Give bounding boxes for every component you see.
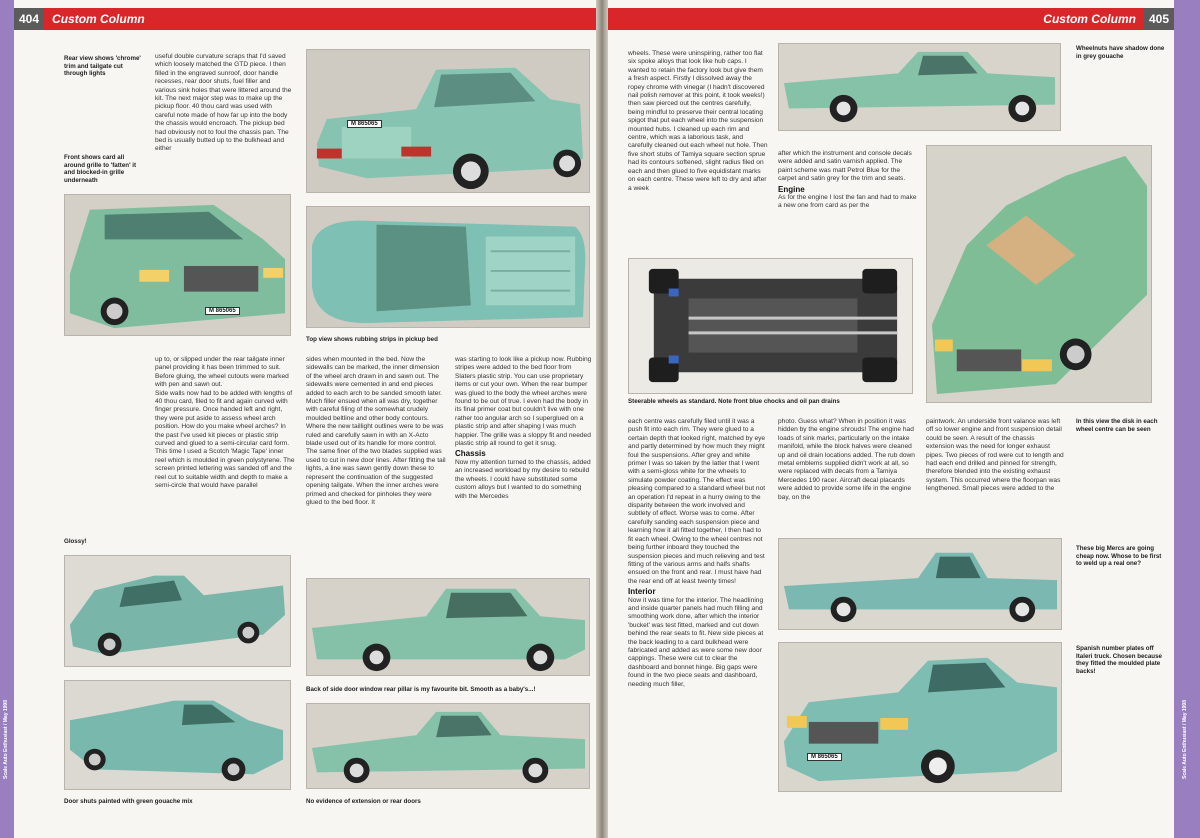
right-body-col3: paintwork. An underside front valance was left off so lower engine and front suspension detail could be seen. A result of the chassis extension was the need for longer exhaust pipes. Two pieces of rod were cut to length and had each end drilled and pinned for strength, therefore blended into the existing exhaust system. This occurred where the floorpan was lengthened. Small pieces were added to the [926,418,1064,493]
photo-front-view [64,194,291,336]
right-body-col2: photo. Guess what? When in position it was hidden by the engine shrouds! The engine had loads of sink marks, particularly on the intake manifold, while the block halves were cleaned up and oil drain locations added. The rub down metal emblems supplied didn't work at all, so were replaced with decals from a Tamiya Mercedes 190 racer. Aircraft decal placards were added to provide some life in the engine bay, on the [778,418,915,501]
left-edge-strip [0,0,14,838]
right-body-top2-b: As for the engine I lost the fan and had to make a new one from card as per the [778,194,917,210]
right-body-top: wheels. These were uninspiring, rather too flat six spoke alloys that look like hub caps. I wanted to retain the factory look but give them a fresh aspect. Firstly I dissolved away the ropey chrome with vinegar (I hadn't discovered nail polish remover at this point, it took weeks!) then saw pierced out the centres carefully, being mindful to preserve their central locating spigot that put each wheel into the suspension mounted hubs. I cleaned up each rim and centre, which was a laborious task, and carefully cleaned out each wheel nut hole. Then five short stubs of Tamiya square section sprue had its contours softened, slight radius filed on each and then glued to five equidistant marks on each centre. These were left to dry and after a week [628,50,768,192]
caption-top-view: Top view shows rubbing strips in pickup bed [306,336,438,343]
photo-rear-view [306,49,590,193]
left-page-number: 404 [14,8,44,30]
photo-glossy [64,555,291,667]
photo-big-mercs [778,538,1062,630]
left-body-col1: up to, or slipped under the rear tailgate inner panel providing it has been trimmed to suit. Before gluing, the wheel cutouts were marked with pen and sawn out. Side walls now had to be added with lengths of 40 thou card, filed to fit and again curved with finger pressure. Once handed left and right, they were put aside to assess wheel arch position. How do you make wheel arches? In the past I've used kit pieces or plastic strip curved and glued to a semi-circular card form. This time I used a Scotch 'Magic Tape' inner reel which is moulded in green polystyrene. The screen printed lettering was sanded off and the reel cut to suitable width and depth to make a semi-circle that would have parallel [155,356,295,490]
left-header [14,8,596,30]
right-body-col1 [628,418,768,804]
photo-no-evidence [306,703,590,789]
right-body-top2 [778,150,918,210]
right-body-col1-a: each centre was carefully filed until it was a push fit into each rim. They were glued to a certain depth that looked right, matched by eye and partly determined by how much they might foul the suspensions. After grey and white primer I was so taken by the latter that I went with a semi-gloss white for the wheels to simulate powder coating. The effect was pleasing compared to a standard wheel but not an operation I'd repeat in a hurry owing to the disparity between the work involved and subtlety of effect. Worse was to come. After carefully sanding each suspension piece and learning how it all fitted together, I then had to fit each wheel. Owing to the wheel centres not being further inboard they touched the suspension pieces and much relieving and test fitting of the various arms and halfs shafts ensued on the front and rear. I must have had the rear end off at least twenty times! [628,418,766,585]
engine-heading: Engine [778,184,805,194]
right-header [608,8,1174,30]
photo-top-view [306,206,590,328]
plate-rear: M 865065 [347,120,382,128]
right-edge-strip [1174,0,1200,838]
plate-front: M 865065 [205,307,240,315]
left-spine-text: Scale Auto Enthusiast / May 1998 [3,700,9,780]
left-body-top: useful double curvature scraps that I'd saved which loosely matched the GTD piece. I then filled in the engraved sunroof, door handle recesses, rear door shuts, fuel filler and various sink holes that were littered around the kit. The next major step was to make up the pickup floor. 40 thou card was used with careful note made of how far up into the body the chassis would encroach. The pickup bed had obviously not to foul the chassis pan. The bed is usually butted up to the bulkhead and either [155,53,292,153]
left-body-col3 [455,356,593,571]
caption-back-of-side: Back of side door window rear pillar is my favourite bit. Smooth as a baby's...! [306,686,536,693]
photo-wheelnuts [778,43,1061,131]
gutter [596,0,608,838]
right-body-top2-a: after which the instrument and console decals were added and satin varnish applied. The paint scheme was matt Petrol Blue for the carpet and satin grey for the trim and seats. [778,150,912,183]
caption-disk: In this view the disk in each wheel centre can be seen [1076,418,1158,433]
photo-side-pillar [306,578,590,676]
left-body-col3-b: Now my attention turned to the chassis, added an increased workload by my desire to rebuild the wheels. I could have substituted some custom alloys but I wanted to do something with the Mercedes [455,458,591,500]
photo-door-shuts [64,680,291,790]
caption-steerable: Steerable wheels as standard. Note front blue chocks and oil pan drains [628,398,840,405]
left-body-col3-a: was starting to look like a pickup now. Rubbing stripes were added to the bed floor from Slaters plastic strip. You can use proprietary items or cut your own. When the rear bumper was glued to the body the wheel arches were found to be out of true. I even had the body in its final primer coat but couldn't live with one rather too angular arch so I superglued on a plastic strip and after shaping I was much happier. The grille was a sloppy fit and needed plastic strip all round to get it snug. [455,356,592,448]
chassis-heading: Chassis [455,449,486,459]
photo-disk-view [926,145,1152,403]
caption-spanish: Spanish number plates off Italeri truck. Chosen because they fitted the moulded plate backs! [1076,645,1162,675]
interior-heading: Interior [628,587,656,597]
caption-glossy: Glossy! [64,538,87,545]
right-page-number: 405 [1144,8,1174,30]
left-body-col2: sides when mounted in the bed. Now the sidewalls can be marked, the inner dimension of the wheel arch drawn in and sawn out. The sidewalls were cemented in and end pieces added to each arch to be sanded smooth later. Much filler ensued when all was dry, together with careful filing of the somewhat crudely moulded beltline and other body contours. Where the new taillight outlines were to be was ruled and carefully sawn in with an X-Acto blade used out of its handle for more control. The same finer of the two blades supplied was used to cut in new door lines. After fitting the tail lights, a line was sawn gently down these to represent the continuation of the suggested opening tailgate. When the inner arches were primed and checked for pinholes they were glued to the bed floor. It [306,356,446,506]
caption-front-shows: Front shows card all around grille to 'fatten' it and blocked-in grille underneath [64,154,137,184]
right-spine-text: Scale Auto Enthusiast / May 1998 [1182,700,1188,780]
photo-underside [628,258,913,394]
right-body-col1-b: Now it was time for the interior. The headlining and inside quarter panels had much filling and smoothing work done, after which the interior 'bucket' was test fitted, marked and cut down behind the rear seats to fit. New side pieces at the back leading to a card bulkhead were fabricated and added as were some new door cappings. These were cut to clear the dashboard and bonnet hinge. Big gaps were found in the two piece seats and dashboard, needing much filler, [628,596,764,688]
caption-rear-view: Rear view shows 'chrome' trim and tailgate cut through lights [64,55,141,78]
caption-big-mercs: These big Mercs are going cheap now. Whose to be first to weld up a real one? [1076,545,1162,568]
right-section-title: Custom Column [1043,12,1136,26]
caption-door-shuts: Door shuts painted with green gouache mix [64,798,193,805]
caption-wheelnuts: Wheelnuts have shadow done in grey gouache [1076,45,1165,60]
plate-spanish: M 865065 [807,753,842,761]
photo-spanish-plates [778,642,1062,792]
caption-no-evidence: No evidence of extension or rear doors [306,798,421,805]
left-section-title: Custom Column [52,12,145,26]
